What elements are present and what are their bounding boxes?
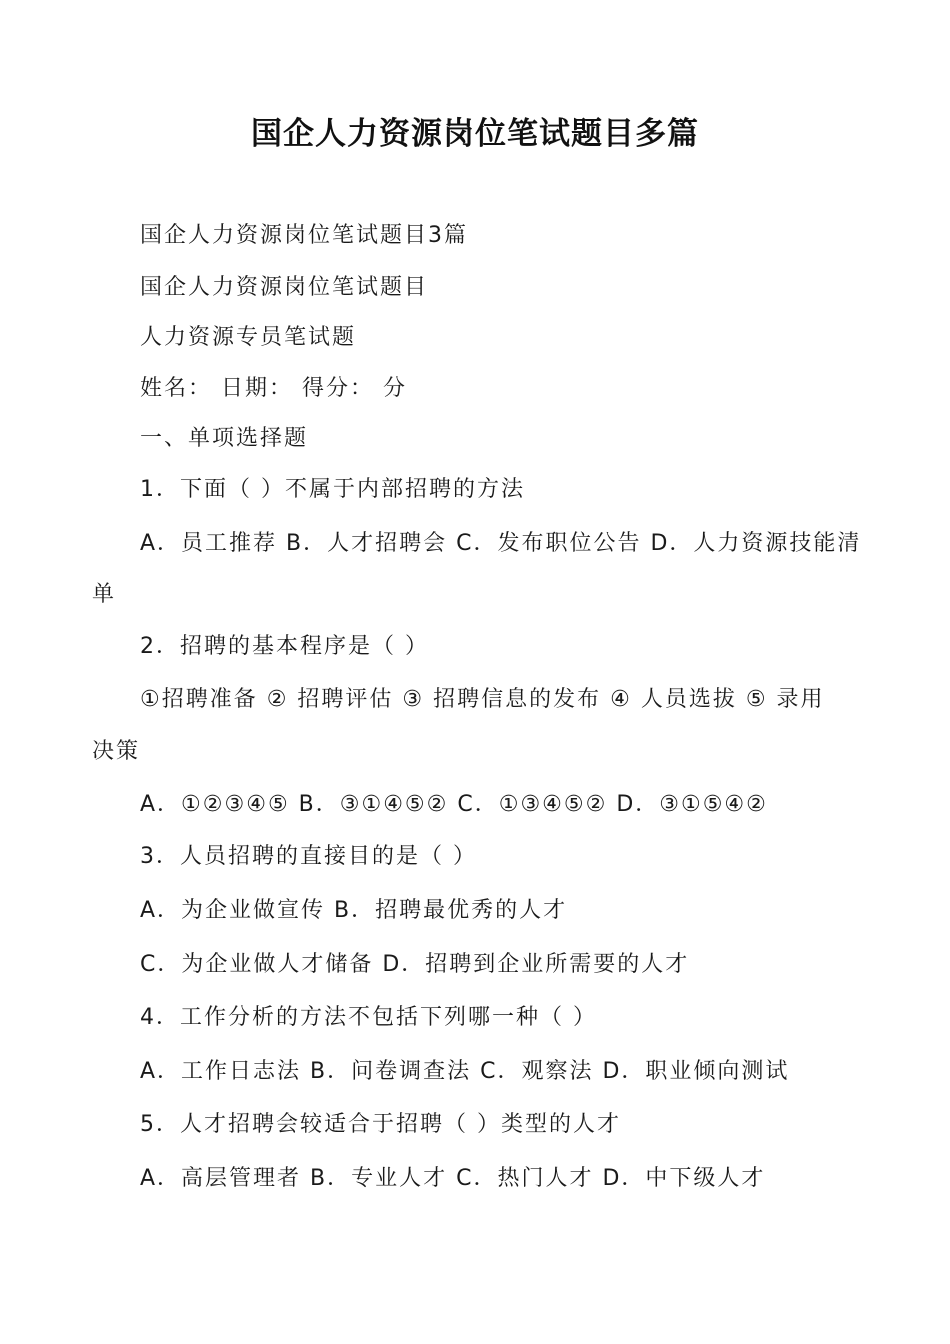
answer-options: C．为企业做人才储备 D．招聘到企业所需要的人才 xyxy=(140,952,690,977)
text-line: 国企人力资源岗位笔试题目 xyxy=(140,275,429,300)
document-title: 国企人力资源岗位笔试题目多篇 xyxy=(251,116,699,152)
text-line: 姓名： 日期： 得分： 分 xyxy=(140,376,407,401)
question-text: 3．人员招聘的直接目的是（ ） xyxy=(140,844,477,869)
answer-items: ①招聘准备 ② 招聘评估 ③ 招聘信息的发布 ④ 人员选拔 ⑤ 录用 xyxy=(140,687,825,712)
question-text: 4．工作分析的方法不包括下列哪一种（ ） xyxy=(140,1005,597,1030)
answer-options: A．①②③④⑤ B．③①④⑤② C．①③④⑤② D．③①⑤④② xyxy=(140,792,768,817)
answer-options: A．高层管理者 B．专业人才 C．热门人才 D．中下级人才 xyxy=(140,1166,766,1191)
text-line: 人力资源专员笔试题 xyxy=(140,325,357,350)
answer-options: A．员工推荐 B．人才招聘会 C．发布职位公告 D．人力资源技能清 xyxy=(140,531,862,556)
text-line: 国企人力资源岗位笔试题目3篇 xyxy=(140,223,468,248)
answer-items-continued: 决策 xyxy=(92,739,141,764)
section-heading: 一、单项选择题 xyxy=(140,426,309,451)
answer-options: A．工作日志法 B．问卷调查法 C．观察法 D．职业倾向测试 xyxy=(140,1059,790,1084)
question-text: 2．招聘的基本程序是（ ） xyxy=(140,634,429,659)
answer-options: A．为企业做宣传 B．招聘最优秀的人才 xyxy=(140,898,568,923)
answer-options-continued: 单 xyxy=(92,582,117,607)
question-text: 5．人才招聘会较适合于招聘（ ）类型的人才 xyxy=(140,1112,621,1137)
question-text: 1．下面（ ）不属于内部招聘的方法 xyxy=(140,477,525,502)
